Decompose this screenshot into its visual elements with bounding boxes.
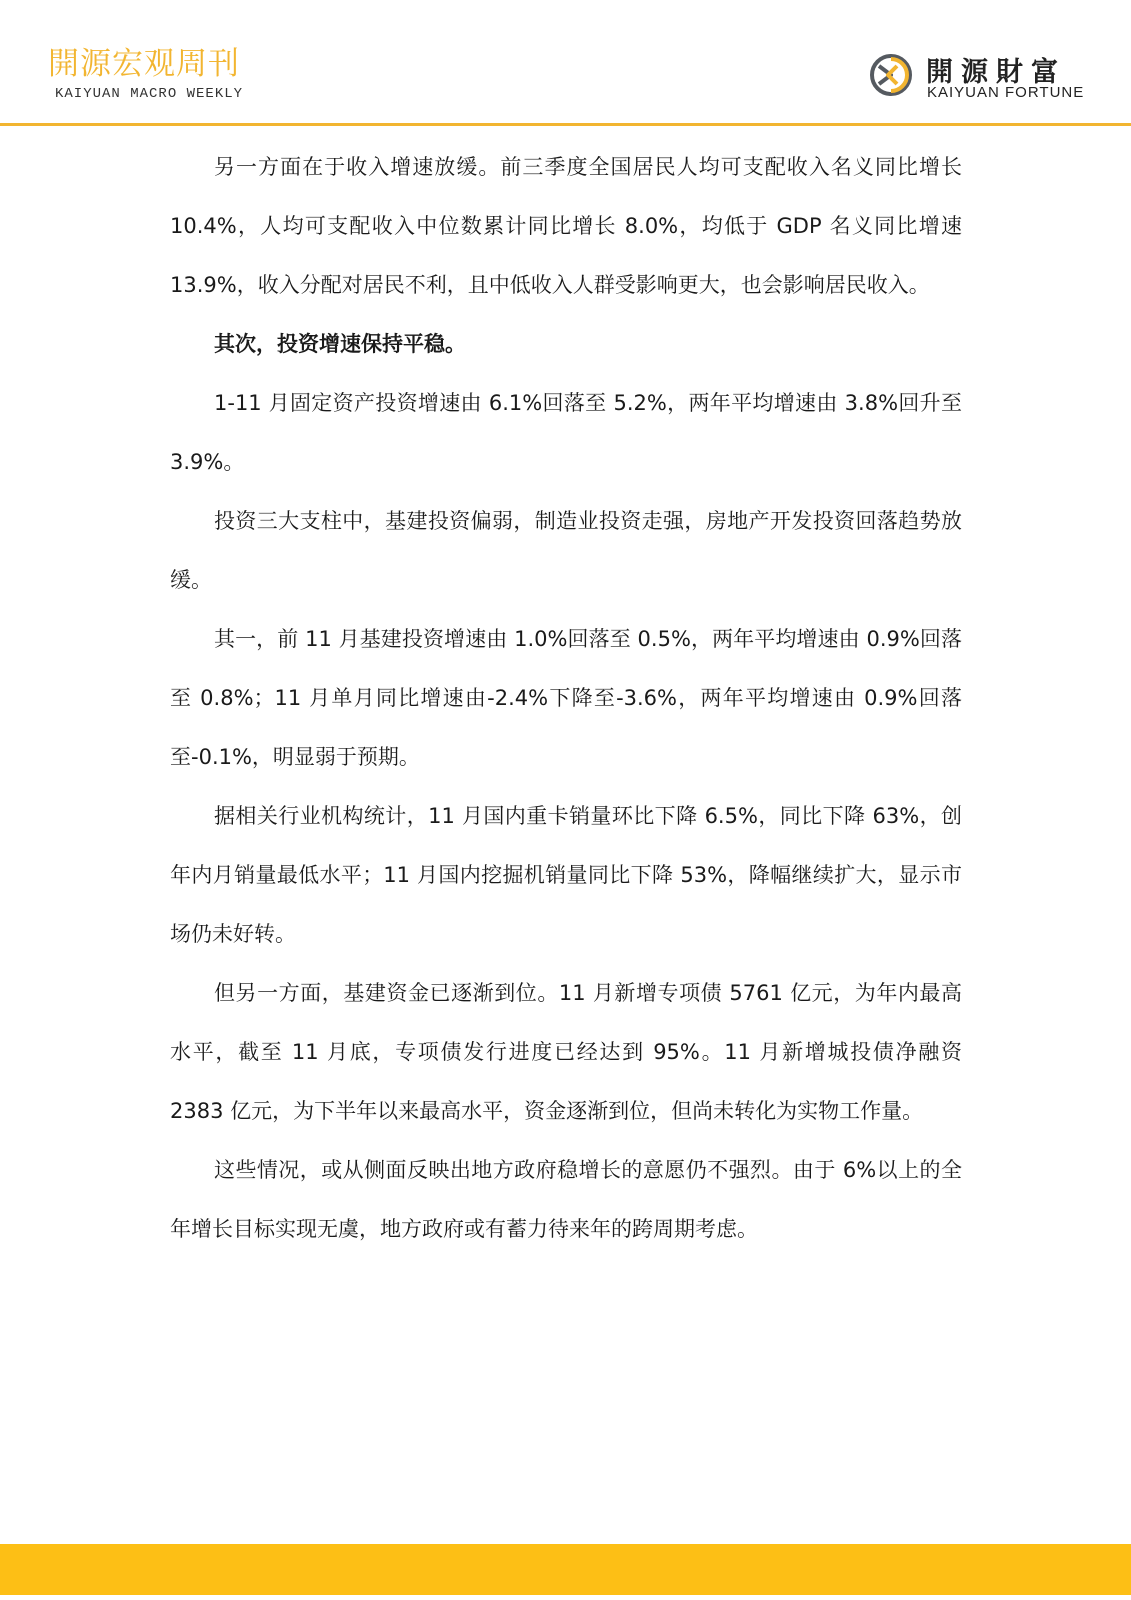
logo-name-cn: 開源財富 bbox=[926, 57, 1066, 88]
logo-name-en: KAIYUAN FORTUNE bbox=[927, 84, 1085, 101]
paragraph-income: 另一方面在于收入增速放缓。前三季度全国居民人均可支配收入名义同比增长 10.4%，人均可支配收入中位数累计同比增长 8.0%，均低于 GDP 名义同比增速 13.9%，收入分配对居民不利，且中低收入人群受影响更大，也会影响居民收入。 bbox=[170, 155, 962, 297]
header-divider bbox=[0, 123, 1131, 126]
kaiyuan-logo-icon bbox=[866, 50, 916, 100]
paragraph-funding: 但另一方面，基建资金已逐渐到位。11 月新增专项债 5761 亿元，为年内最高水平，截至 11 月底，专项债发行进度已经达到 95%。11 月新增城投债净融资 2383 亿元，为下半年以来最高水平，资金逐渐到位，但尚未转化为实物工作量。 bbox=[170, 981, 962, 1123]
publication-subtitle: KAIYUAN MACRO WEEKLY bbox=[55, 86, 244, 102]
kaiyuan-logo bbox=[866, 50, 1096, 106]
paragraph-truck-sales: 据相关行业机构统计，11 月国内重卡销量环比下降 6.5%，同比下降 63%，创年内月销量最低水平；11 月国内挖掘机销量同比下降 53%，降幅继续扩大，显示市场仍未好转。 bbox=[170, 804, 962, 946]
page-header bbox=[0, 0, 1131, 128]
paragraph-fixed-asset: 1-11 月固定资产投资增速由 6.1%回落至 5.2%，两年平均增速由 3.8%回升至 3.9%。 bbox=[170, 391, 962, 474]
article-body bbox=[170, 138, 962, 1259]
section-heading-investment: 其次，投资增速保持平稳。 bbox=[214, 332, 466, 356]
publication-title: 開源宏观周刊 bbox=[48, 46, 240, 82]
footer-bar bbox=[0, 1544, 1131, 1595]
paragraph-local-government: 这些情况，或从侧面反映出地方政府稳增长的意愿仍不强烈。由于 6%以上的全年增长目标实现无虞，地方政府或有蓄力待来年的跨周期考虑。 bbox=[170, 1158, 962, 1241]
paragraph-infrastructure: 其一，前 11 月基建投资增速由 1.0%回落至 0.5%，两年平均增速由 0.9%回落至 0.8%；11 月单月同比增速由-2.4%下降至-3.6%，两年平均增速由 0.9%回落至-0.1%，明显弱于预期。 bbox=[170, 627, 962, 769]
paragraph-three-pillars: 投资三大支柱中，基建投资偏弱，制造业投资走强，房地产开发投资回落趋势放缓。 bbox=[170, 509, 962, 592]
